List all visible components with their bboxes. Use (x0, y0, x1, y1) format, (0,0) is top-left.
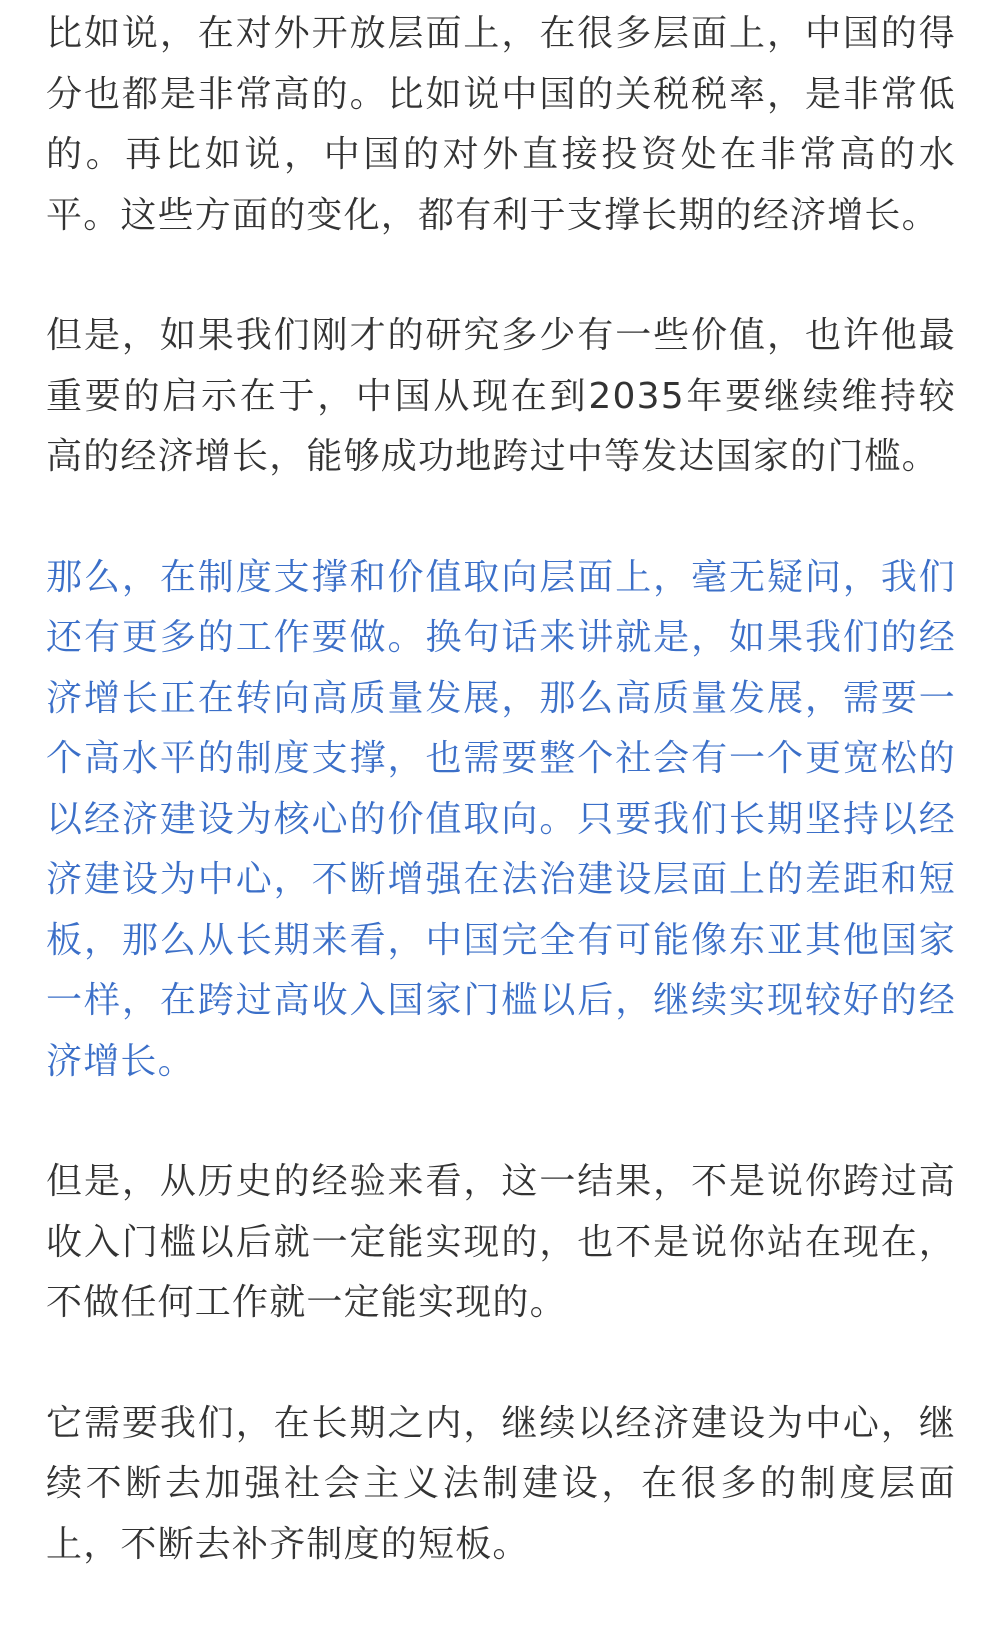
paragraph-highlighted-institutional-support: 那么，在制度支撑和价值取向层面上，毫无疑问，我们还有更多的工作要做。换句话来讲就是，如果我们的经济增长正在转向高质量发展，那么高质量发展，需要一个高水平的制度支撑，也需要整个社会有一个更宽松的以经济建设为核心的价值取向。只要我们长期坚持以经济建设为中心，不断增强在法治建设层面上的差距和短板，那么从长期来看，中国完全有可能像东亚其他国家一样，在跨过高收入国家门槛以后，继续实现较好的经济增长。 (46, 556, 956, 1082)
article-body (46, 0, 956, 1575)
paragraph-historical-experience: 但是，从历史的经验来看，这一结果，不是说你跨过高收入门槛以后就一定能实现的，也不是说你站在现在，不做任何工作就一定能实现的。 (46, 1161, 956, 1323)
paragraph-opening-openness: 比如说，在对外开放层面上，在很多层面上，中国的得分也都是非常高的。比如说中国的关税税率，是非常低的。再比如说，中国的对外直接投资处在非常高的水平。这些方面的变化，都有利于支撑长期的经济增长。 (46, 13, 956, 236)
paragraph-research-implication: 但是，如果我们刚才的研究多少有一些价值，也许他最重要的启示在于，中国从现在到2035年要继续维持较高的经济增长，能够成功地跨过中等发达国家的门槛。 (46, 315, 956, 477)
paragraph-closing-requirements: 它需要我们，在长期之内，继续以经济建设为中心，继续不断去加强社会主义法制建设，在很多的制度层面上，不断去补齐制度的短板。 (46, 1402, 956, 1565)
